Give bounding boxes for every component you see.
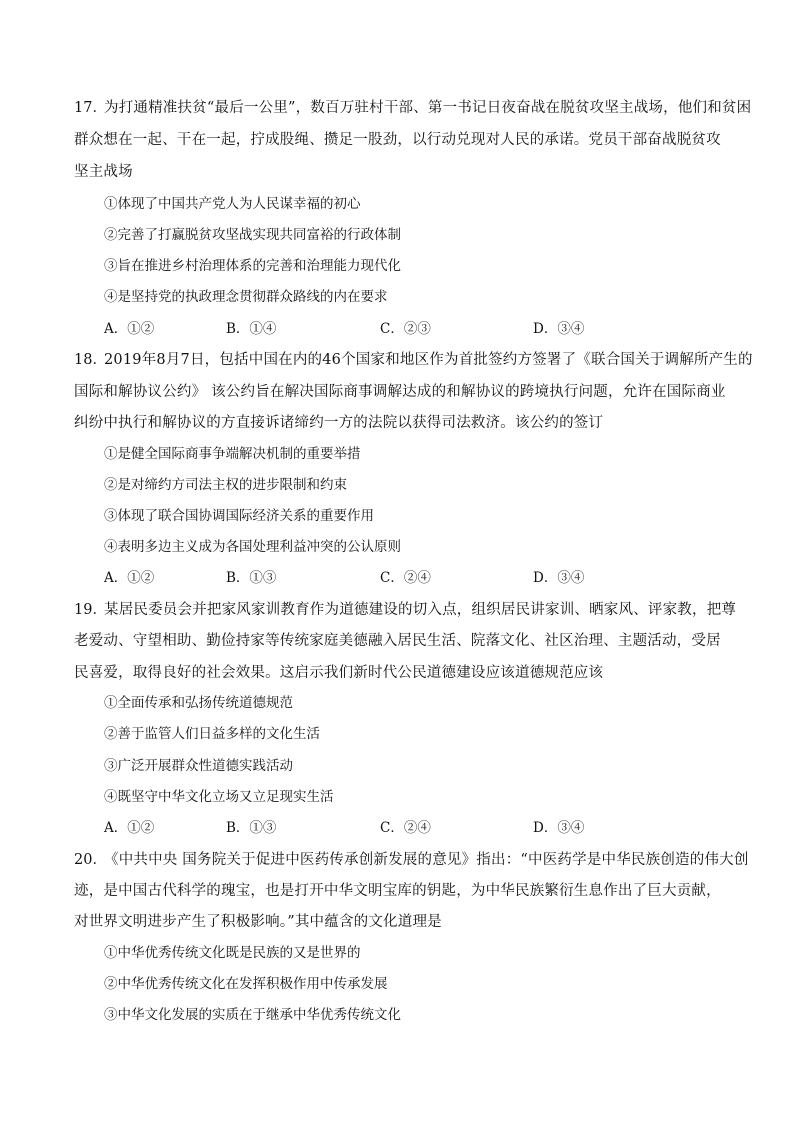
question-stem-line: 纠纷中执行和解协议的方直接诉诸缔约一方的法院以获得司法救济。该公约的签订 [74, 415, 604, 431]
question-stem-line: 国际和解协议公约》 该公约旨在解决国际商事调解达成的和解协议的跨境执行问题，允许在国际商业 [74, 384, 726, 400]
statement: ①是健全国际商事争端解决机制的重要举措 [104, 446, 361, 462]
question-stem-line: 坚主战场 [74, 164, 133, 180]
statement: ③旨在推进乡村治理体系的完善和治理能力现代化 [104, 258, 401, 274]
question-number: 17． [74, 100, 107, 116]
option-c[interactable]: C．②④ [380, 820, 431, 836]
statement: ④是坚持党的执政理念贯彻群众路线的内在要求 [104, 289, 388, 305]
option-a[interactable]: A．①② [104, 820, 155, 836]
question-stem-line: 某居民委员会并把家风家训教育作为道德建设的切入点，组织居民讲家训、晒家风、评家教，把尊 [104, 602, 737, 618]
option-d[interactable]: D．③④ [533, 321, 585, 337]
statement: ③广泛开展群众性道德实践活动 [104, 758, 293, 774]
question-number: 20． [74, 852, 107, 868]
option-b[interactable]: B．①③ [226, 820, 277, 836]
option-a[interactable]: A．①② [104, 570, 155, 586]
statement: ②中华优秀传统文化在发挥积极作用中传承发展 [104, 976, 388, 992]
option-b[interactable]: B．①③ [226, 570, 277, 586]
question-stem-line: 为打通精准扶贫“最后一公里”，数百万驻村干部、第一书记日夜奋战在脱贫攻坚主战场，他们和贫困 [104, 100, 752, 116]
statement: ①全面传承和弘扬传统道德规范 [104, 695, 293, 711]
question-number: 19． [74, 602, 107, 618]
question-stem-line: 《中共中央 国务院关于促进中医药传承创新发展的意见》指出：“中医药学是中华民族创造的伟大创 [104, 852, 749, 868]
option-d[interactable]: D．③④ [533, 570, 585, 586]
option-c[interactable]: C．②④ [380, 570, 431, 586]
statement: ②善于监管人们日益多样的文化生活 [104, 726, 320, 742]
question-stem-line: 迹，是中国古代科学的瑰宝，也是打开中华文明宝库的钥匙，为中华民族繁衍生息作出了巨大贡献， [74, 883, 721, 899]
statement: ②是对缔约方司法主权的进步限制和约束 [104, 477, 347, 493]
question-stem-line: 老爱动、守望相助、勤俭持家等传统家庭美德融入居民生活、院落文化、社区治理、主题活动，受居 [74, 633, 721, 649]
statement: ②完善了打赢脱贫攻坚战实现共同富裕的行政体制 [104, 227, 401, 243]
option-a[interactable]: A．①② [104, 321, 155, 337]
option-d[interactable]: D．③④ [533, 820, 585, 836]
question-stem-line: 2019年8月7日，包括中国在内的46个国家和地区作为首批签约方签署了《联合国关于调解所产生的 [104, 352, 753, 368]
question-number: 18． [74, 352, 107, 368]
option-b[interactable]: B．①④ [226, 321, 277, 337]
statement: ④既坚守中华文化立场又立足现实生活 [104, 789, 334, 805]
option-c[interactable]: C．②③ [380, 321, 431, 337]
question-stem-line: 群众想在一起、干在一起，拧成股绳、攒足一股劲，以行动兑现对人民的承诺。党员干部奋战脱贫攻 [74, 132, 721, 148]
statement: ①中华优秀传统文化既是民族的又是世界的 [104, 945, 361, 961]
question-stem-line: 民喜爱，取得良好的社会效果。这启示我们新时代公民道德建设应该道德规范应该 [74, 665, 604, 681]
statement: ③体现了联合国协调国际经济关系的重要作用 [104, 508, 374, 524]
statement: ④表明多边主义成为各国处理利益冲突的公认原则 [104, 539, 401, 555]
answer-options [104, 319, 664, 339]
statement: ③中华文化发展的实质在于继承中华优秀传统文化 [104, 1007, 401, 1023]
statement: ①体现了中国共产党人为人民谋幸福的初心 [104, 196, 361, 212]
answer-options [104, 818, 664, 838]
answer-options [104, 568, 664, 588]
question-stem-line: 对世界文明进步产生了积极影响。”其中蕴含的文化道理是 [74, 914, 442, 930]
